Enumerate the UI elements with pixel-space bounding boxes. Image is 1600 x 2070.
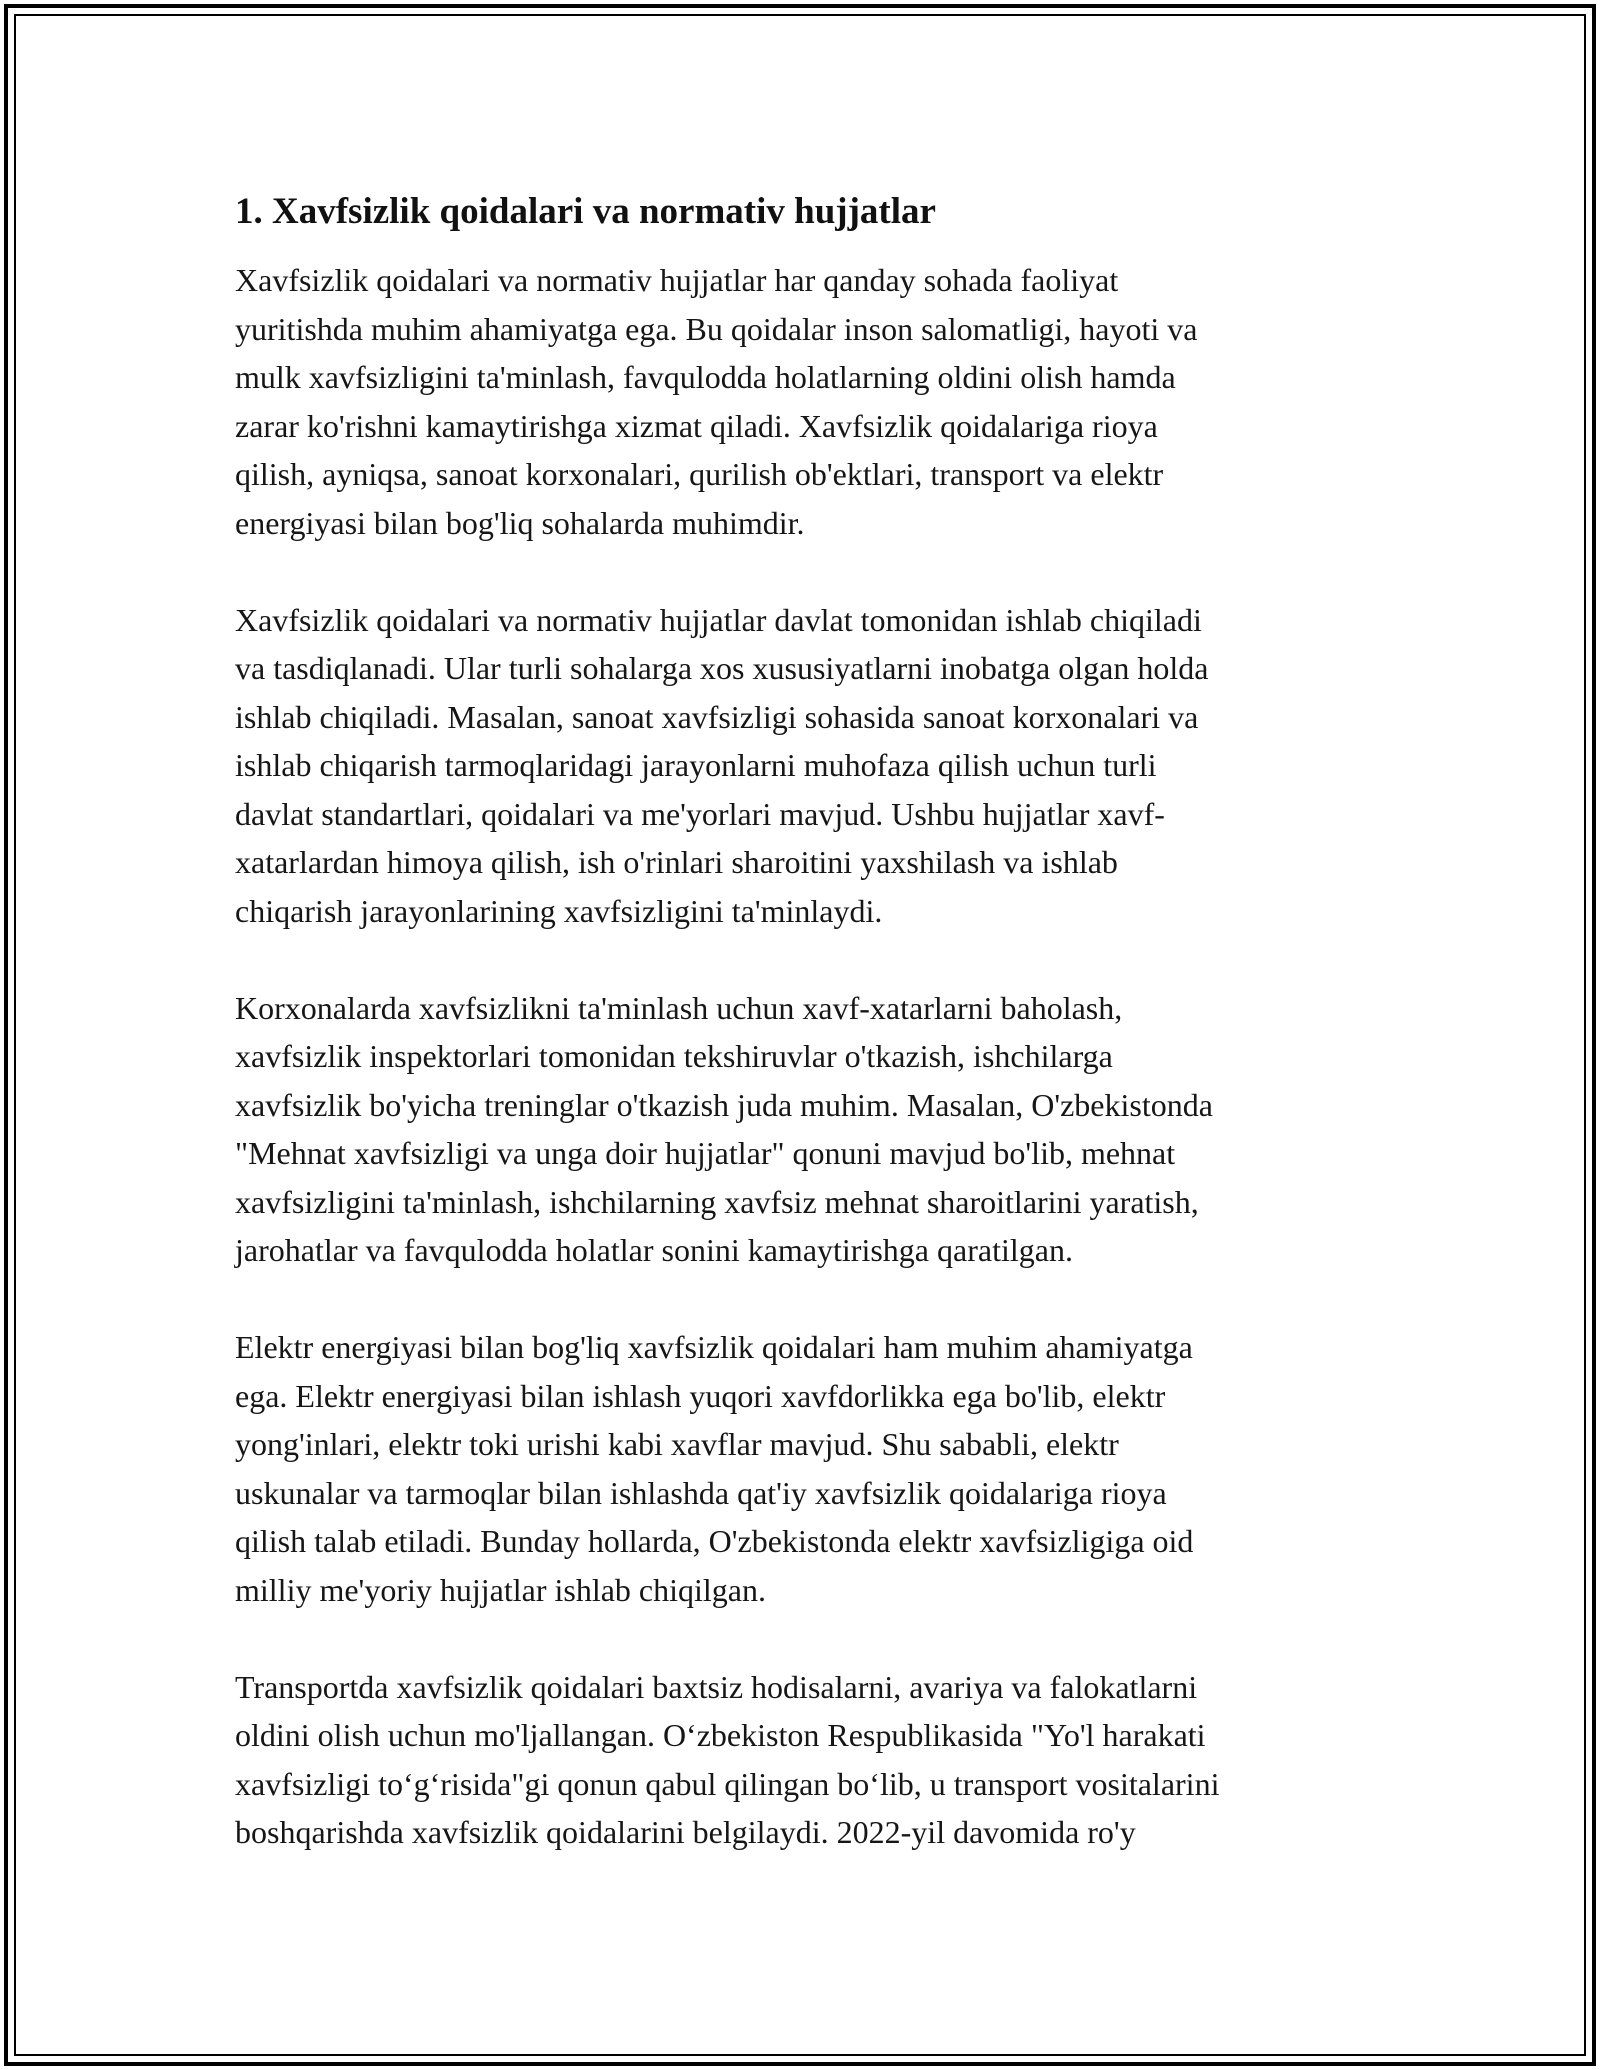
- text-line: Korxonalarda xavfsizlikni ta'minlash uchun xavf-xatarlarni baholash,: [235, 989, 1123, 1026]
- text-line: xavfsizligini ta'minlash, ishchilarning xavfsiz mehnat sharoitlarini yaratish,: [235, 1183, 1199, 1220]
- paragraph-4: [235, 1323, 1375, 1614]
- paragraph-2: [235, 596, 1375, 936]
- text-line: qilish talab etiladi. Bunday hollarda, O'zbekistonda elektr xavfsizligiga oid: [235, 1523, 1194, 1559]
- text-line: qilish, ayniqsa, sanoat korxonalari, qurilish ob'ektlari, transport va elektr: [235, 456, 1164, 492]
- text-line: "Mehnat xavfsizligi va unga doir hujjatlar" qonuni mavjud bo'lib, mehnat: [235, 1135, 1176, 1171]
- text-line: Xavfsizlik qoidalari va normativ hujjatlar davlat tomonidan ishlab chiqiladi: [235, 601, 1202, 638]
- text-line: Elektr energiyasi bilan bog'liq xavfsizlik qoidalari ham muhim ahamiyatga: [235, 1329, 1193, 1365]
- text-line: boshqarishda xavfsizlik qoidalarini belgilaydi. 2022-yil davomida ro'y: [235, 1814, 1136, 1850]
- text-line: chiqarish jarayonlarining xavfsizligini ta'minlaydi.: [235, 892, 883, 929]
- text-line: jarohatlar va favqulodda holatlar sonini kamaytirishga qaratilgan.: [235, 1232, 1073, 1268]
- text-line: yuritishda muhim ahamiyatga ega. Bu qoidalar inson salomatligi, hayoti va: [235, 310, 1198, 347]
- text-line: ishlab chiqarish tarmoqlaridagi jarayonlarni muhofaza qilish uchun turli: [235, 747, 1157, 783]
- text-line: energiyasi bilan bog'liq sohalarda muhimdir.: [235, 504, 805, 541]
- text-line: va tasdiqlanadi. Ular turli sohalarga xos xususiyatlarni inobatga olgan holda: [235, 650, 1209, 686]
- paragraph-5: [235, 1663, 1375, 1857]
- text-line: Xavfsizlik qoidalari va normativ hujjatlar har qanday sohada faoliyat: [235, 262, 1119, 298]
- text-line: Transportda xavfsizlik qoidalari baxtsiz hodisalarni, avariya va falokatlarni: [235, 1668, 1198, 1705]
- text-line: xavfsizligi to‘g‘risida"gi qonun qabul qilingan bo‘lib, u transport vositalarini: [235, 1765, 1220, 1802]
- text-line: zarar ko'rishni kamaytirishga xizmat qiladi. Xavfsizlik qoidalariga rioya: [235, 407, 1158, 444]
- paragraph-3: [235, 984, 1375, 1275]
- section-heading: 1. Xavfsizlik qoidalari va normativ hujjatlar: [235, 191, 936, 232]
- text-line: xavfsizlik inspektorlari tomonidan tekshiruvlar o'tkazish, ishchilarga: [235, 1038, 1113, 1074]
- text-line: mulk xavfsizligini ta'minlash, favqulodda holatlarning oldini olish hamda: [235, 359, 1176, 395]
- text-line: ega. Elektr energiyasi bilan ishlash yuqori xavfdorlikka ega bo'lib, elektr: [235, 1377, 1166, 1414]
- text-line: xatarlardan himoya qilish, ish o'rinlari sharoitini yaxshilash va ishlab: [235, 844, 1118, 880]
- text-line: xavfsizlik bo'yicha treninglar o'tkazish juda muhim. Masalan, O'zbekistonda: [235, 1086, 1213, 1123]
- text-line: ishlab chiqiladi. Masalan, sanoat xavfsizligi sohasida sanoat korxonalari va: [235, 698, 1199, 735]
- paragraph-1: [235, 256, 1375, 547]
- document-body: [235, 188, 1375, 1905]
- text-line: yong'inlari, elektr toki urishi kabi xavflar mavjud. Shu sababli, elektr: [235, 1426, 1119, 1462]
- text-line: uskunalar va tarmoqlar bilan ishlashda qat'iy xavfsizlik qoidalariga rioya: [235, 1474, 1167, 1511]
- text-line: davlat standartlari, qoidalari va me'yorlari mavjud. Ushbu hujjatlar xavf-: [235, 795, 1165, 832]
- text-line: milliy me'yoriy hujjatlar ishlab chiqilgan.: [235, 1571, 766, 1608]
- text-line: oldini olish uchun mo'ljallangan. O‘zbekiston Respublikasida "Yo'l harakati: [235, 1717, 1206, 1753]
